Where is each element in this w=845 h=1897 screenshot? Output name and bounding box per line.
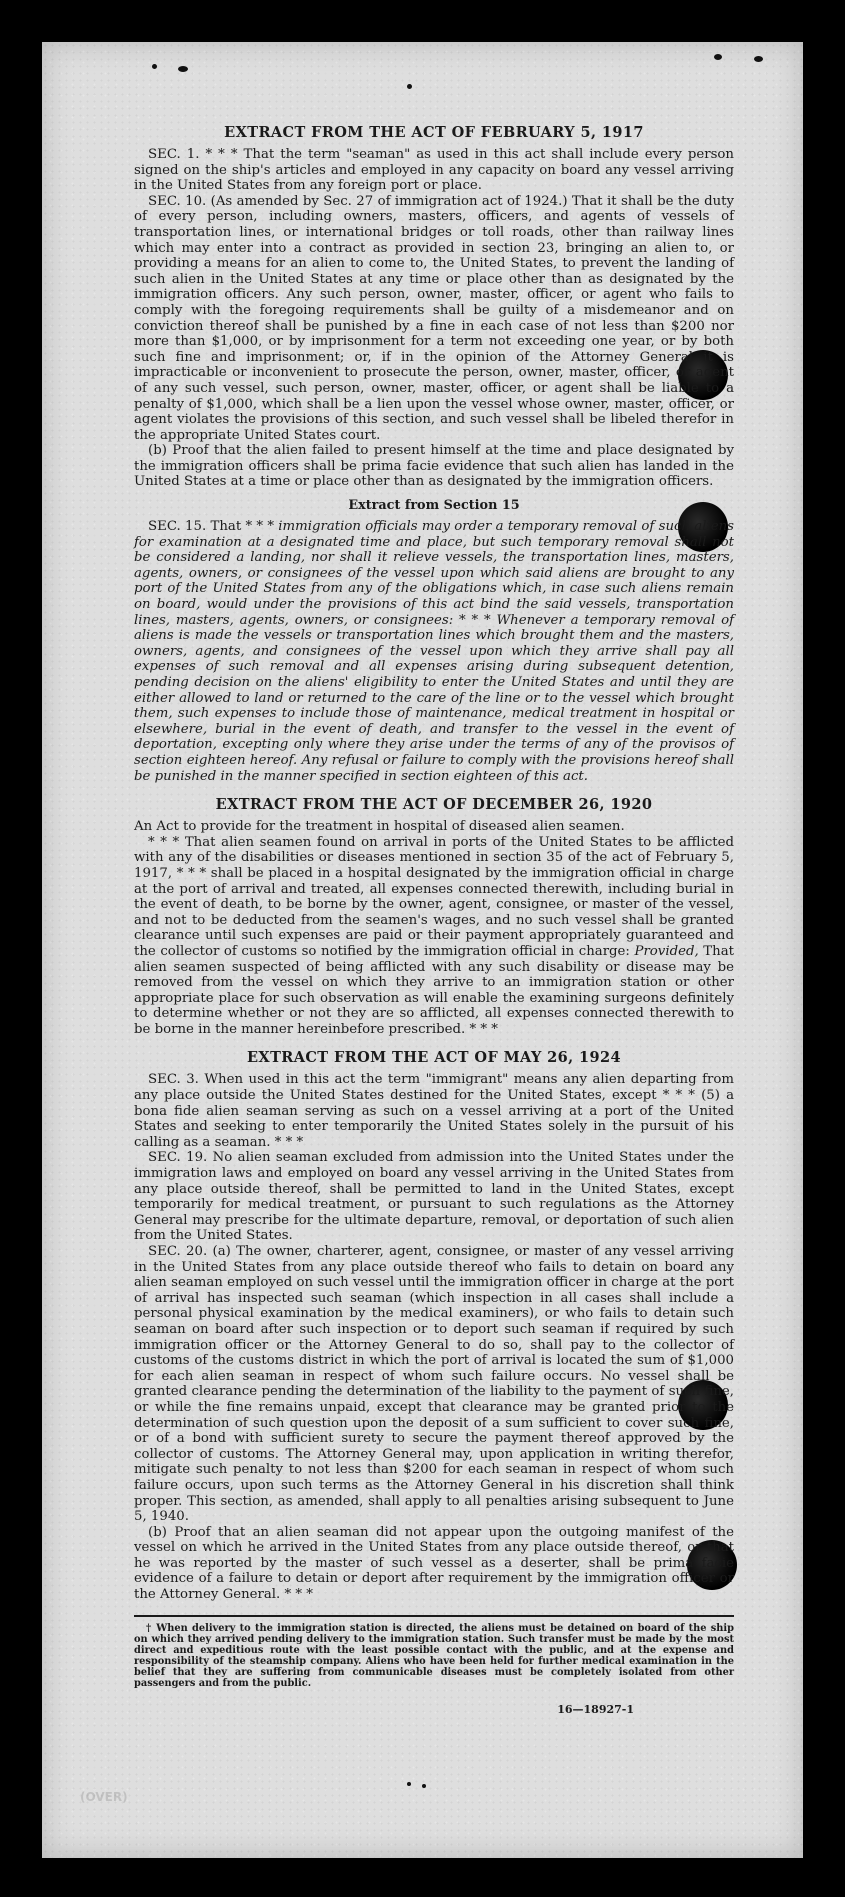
paragraph: SEC. 3. When used in this act the term "immigrant" means any alien departing from any place outside the United States destined for the United States, except * * * (5) a bona fide alien seaman serving as such on a vessel arriving at a port of the United States and seeking to enter temporarily the United States solely in the pursuit of his calling as a seaman. * * * — [134, 1072, 734, 1150]
speck — [152, 64, 157, 69]
speck — [422, 1784, 426, 1788]
section-label: SEC. 15. That * * * — [148, 519, 274, 535]
speck — [407, 1782, 411, 1786]
section-subheading: Extract from Section 15 — [348, 498, 520, 514]
footnote: † When delivery to the immigration station is directed, the aliens must be detained on board of the ship on which they arrived pending delivery to the immigration station. Such transfer must be made by the most direct and expeditious route with the least possible contact with the public, and at the expense and responsibility of the steamship company. Aliens who have been held for further medical examination in the belief that they are suffering from communicable diseases must be completely isolated from other passengers and from the public. — [134, 1622, 734, 1689]
section-heading: EXTRACT FROM THE ACT OF DECEMBER 26, 1920 — [215, 796, 653, 814]
paragraph — [134, 519, 734, 784]
paragraph: (b) Proof that the alien failed to present himself at the time and place designated by the immigration officers shall be prima facie evidence that such alien has landed in the United States at a time or place other than as designated by the immigration officers. — [134, 443, 734, 490]
speck — [178, 66, 188, 72]
paragraph: (b) Proof that an alien seaman did not appear upon the outgoing manifest of the vessel on which he arrived in the United States from any place outside thereof, or that he was reported by the master of such vessel as a deserter, shall be prima facie evidence of a failure to detain or deport after requirement by the immigration officer or the Attorney General. * * * — [134, 1524, 734, 1603]
provided-label: Provided, — [634, 943, 699, 959]
paragraph: SEC. 20. (a) The owner, charterer, agent, consignee, or master of any vessel arriving in the United States from any place outside thereof who fails to detain on board any alien seaman employed on such vessel until the immigration officer in charge at the port of arrival has inspected such seaman (which inspection in all cases shall include a personal physical examination by the medical examiners), or who fails to detain such seaman on board after such inspection or to deport such seaman if required by such immigration officer or the Attorney General to do so, shall pay to the collector of customs of the customs district in which the port of arrival is located the sum of $1,000 for each alien seaman in respect of whom such failure occurs. No vessel shall be granted clearance pending the determination of the liability to the payment of such fine, or while the fine remains unpaid, except that clearance may be granted prior to the determination of such question upon the deposit of a sum sufficient to cover such fine, or of a bond with sufficient surety to secure the payment thereof approved by the collector of customs. The Attorney General may, upon application in writing therefor, mitigate such penalty to not less than $200 for each seaman in respect of whom such failure occurs, upon such terms as the Attorney General in his discretion shall think proper. This section, as amended, shall apply to all penalties arising subsequent to June 5, 1940. — [134, 1244, 734, 1525]
speck — [754, 56, 763, 62]
faint-stamp: (OVER) — [80, 1790, 128, 1804]
paragraph: SEC. 10. (As amended by Sec. 27 of immigration act of 1924.) That it shall be the duty of every person, including owners, masters, officers, and agents of vessels of transportation lines, or international bridges or toll roads, other than railway lines which may enter into a contract as provided in section 23, bringing an alien to, or providing a means for an alien to come to, the United States, to prevent the landing of such alien in the United States at any time or place other than as designated by the immigration officers. Any such person, owner, master, officer, or agent who fails to comply with the foregoing requirements shall be guilty of a misdemeanor and on conviction thereof shall be punished by a fine in each case of not less than $200 nor more than $1,000, or by imprisonment for a term not exceeding one year, or by both such fine and imprisonment; or, if in the opinion of the Attorney General it is impracticable or inconvenient to prosecute the person, owner, master, officer, or agent of any such vessel, such person, owner, master, officer, or agent shall be liable to a penalty of $1,000, which shall be a lien upon the vessel whose owner, master, officer, or agent violates the provisions of this section, and such vessel shall be libeled therefor in the appropriate United States court. — [134, 193, 734, 443]
italic-text: immigration officials may order a temporary removal of such aliens for examination at a designated time and place, but such temporary removal shall not be considered a landing, nor shall it relieve vessels, the transportation lines, masters, agents, owners, or consignees of the vessel upon which said aliens are brought to any port of the United States from any of the obligations which, in case such aliens remain on board, would under the provisions of this act bind the said vessels, transportation lines, masters, agents, owners, or consignees: * * * Whenever a temporary removal of aliens is made the vessels or transportation lines which brought them and the masters, owners, agents, and consignees of the vessel upon which they arrive shall pay all expenses of such removal and all expenses arising during subsequent detention, pending decision on the aliens' eligibility to enter the United States and until they are either allowed to land or returned to the care of the line or to the vessel which brought them, such expenses to include those of maintenance, medical treatment in hospital or elsewhere, burial in the event of death, and transfer to the vessel in the event of deportation, excepting only where they arise under the terms of any of the provisos of section eighteen hereof. Any refusal or failure to comply with the provisions hereof shall be punished in the manner specified in section eighteen of this act. — [134, 519, 735, 784]
speck — [407, 84, 412, 89]
document-body — [134, 112, 734, 1716]
divider — [134, 1615, 734, 1617]
speck — [714, 54, 722, 60]
form-number: 16—18927-1 — [557, 1702, 634, 1716]
document-page — [42, 42, 803, 1858]
paragraph — [134, 835, 734, 1038]
section-heading: EXTRACT FROM THE ACT OF MAY 26, 1924 — [246, 1049, 622, 1067]
paragraph: SEC. 1. * * * That the term "seaman" as used in this act shall include every person signed on the ship's articles and employed in any capacity on board any vessel arriving in the United States from any foreign port or place. — [134, 147, 734, 194]
paragraph-part: * * * That alien seamen found on arrival in ports of the United States to be afflicted with any of the disabilities or diseases mentioned in section 35 of the act of February 5, 1917, * * * shall be placed in a hospital designated by the immigration official in charge at the port of arrival and treated, all expenses connected therewith, including burial in the event of death, to be borne by the owner, agent, consignee, or master of the vessel, and not to be deducted from the seamen's wages, and no such vessel shall be granted clearance until such expenses are paid or their payment appropriately guaranteed and the collector of customs so notified by the immigration official in charge: — [134, 834, 734, 959]
paragraph-part: That alien seamen suspected of being afflicted with any such disability or disease may be removed from the vessel on which they arrive to an immigration station or other appropriate place for such observation as will enable the examining surgeons definitely to determine whether or not they are so afflicted, all expenses connected therewith to be borne in the manner hereinbefore prescribed. * * * — [134, 943, 734, 1037]
paragraph: SEC. 19. No alien seaman excluded from admission into the United States under the immigration laws and employed on board any vessel arriving in the United States from any place outside thereof, shall be permitted to land in the United States, except temporarily for medical treatment, or pursuant to such regulations as the Attorney General may prescribe for the ultimate departure, removal, or deportation of such alien from the United States. — [134, 1150, 734, 1244]
section-heading: EXTRACT FROM THE ACT OF FEBRUARY 5, 1917 — [224, 124, 644, 141]
act-title: An Act to provide for the treatment in hospital of diseased alien seamen. — [134, 819, 625, 835]
